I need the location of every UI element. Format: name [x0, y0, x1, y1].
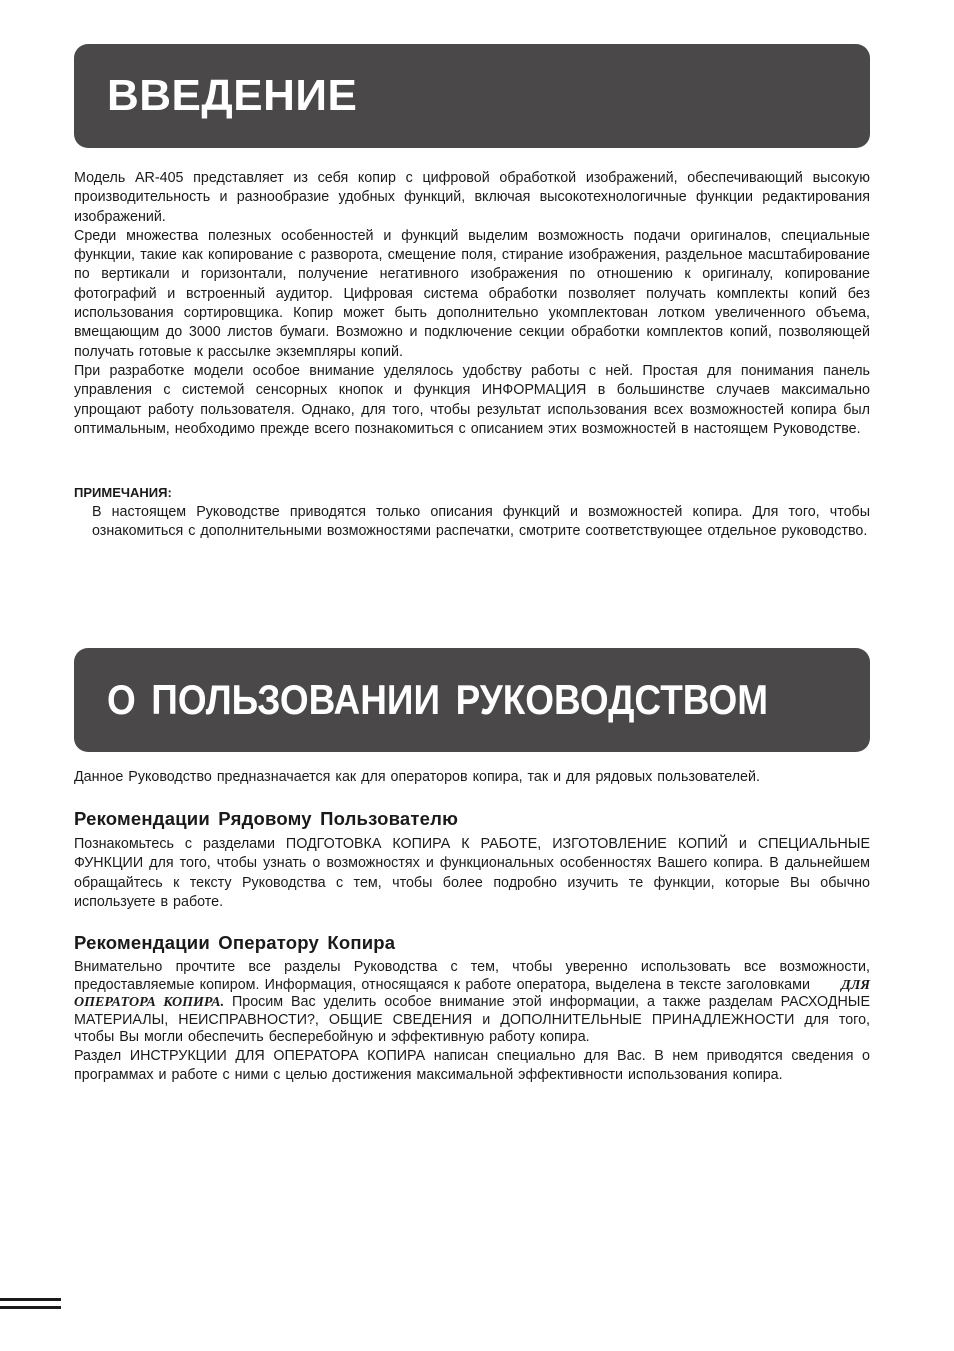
operator-recommendations-text: [74, 959, 870, 1047]
using-manual-intro: [74, 768, 870, 787]
operator-recommendations-heading: Рекомендации Оператору Копира: [74, 932, 396, 953]
operator-text-part-a: Внимательно прочтите все разделы Руководства с тем, чтобы уверенно использовать все возможности, предоставляемые копиром. Информация, относящаяся к работе оператора, выделена в тексте заголовками: [74, 959, 870, 993]
note-item-1: В настоящем Руководстве приводятся только описания функций и возможностей копира. Для того, чтобы ознакомиться с дополнительными возможностями распечатки, смотрите соответствующее отдельное руководство.: [92, 504, 870, 540]
notes-block: [74, 484, 870, 542]
section-banner-using-manual: [74, 648, 870, 752]
footer-rule-top: [0, 1298, 61, 1301]
operator-section-marker: ДЛЯ ОПЕРАТОРА КОПИРА.: [74, 977, 870, 1011]
intro-paragraph-3: При разработке модели особое внимание уделялось удобству работы с ней. Простая для понимания панель управления с системой сенсорных кнопок и функция ИНФОРМАЦИЯ в большинстве случаев максимально упрощают работу пользователя. Однако, для того, чтобы результат использования всех возможностей копира был оптимальным, необходимо прежде всего познакомиться с описанием этих возможностей в настоящем Руководстве.: [74, 362, 870, 437]
intro-paragraph-2: Среди множества полезных особенностей и функций выделим возможность подачи оригиналов, специальные функции, такие как копирование с разворота, смещение поля, стирание изображения, раздельное масштабирование по вертикали и горизонтали, получение негативного изображения по отношению к оригиналу, копирование фотографий и встроенный аудитор. Цифровая система обработки позволяет получать комплекты копий без использования сортировщика. Копир может быть дополнительно укомплектован лотком увеличенного объема, вмещающим до 3000 листов бумаги. Возможно и подключение секции обработки комплектов копий, позволяющей получать готовые к рассылке экземпляры копий.: [74, 227, 870, 360]
operator-text-part-b: Просим Вас уделить особое внимание этой информации, а также разделам РАСХОДНЫЕ МАТЕРИАЛЫ, НЕИСПРАВНОСТИ?, ОБЩИЕ СВЕДЕНИЯ и ДОПОЛНИТЕЛЬНЫЕ ПРИНАДЛЕЖНОСТИ для того, чтобы Вы могли обеспечить бесперебойную и эффективную работу копира.: [74, 994, 870, 1046]
using-manual-intro-text: Данное Руководство предназначается как для операторов копира, так и для рядовых пользователей.: [74, 769, 760, 785]
footer-rule-bottom: [0, 1306, 61, 1309]
introduction-body: [74, 169, 870, 439]
notes-heading: ПРИМЕЧАНИЯ:: [74, 485, 172, 500]
user-recommendations-heading: Рекомендации Рядовому Пользователю: [74, 808, 459, 829]
user-recommendations: [74, 808, 870, 912]
operator-instructions-text: Раздел ИНСТРУКЦИИ ДЛЯ ОПЕРАТОРА КОПИРА написан специально для Вас. В нем приводятся сведения о программах и работе с ними с целью достижения максимальной эффективности использования копира.: [74, 1047, 870, 1083]
intro-paragraph-1: Модель AR-405 представляет из себя копир с цифровой обработкой изображений, обеспечивающий высокую производительность и разнообразие удобных функций, включая высокотехнологичные функции редактирования изображений.: [74, 170, 870, 225]
user-recommendations-text: Познакомьтесь с разделами ПОДГОТОВКА КОПИРА К РАБОТЕ, ИЗГОТОВЛЕНИЕ КОПИЙ и СПЕЦИАЛЬНЫЕ ФУНКЦИИ для того, чтобы узнать о возможностях и функциональных особенностях Вашего копира. В дальнейшем обращайтесь к тексту Руководства с тем, чтобы более подробно изучить те функции, которые Вы обычно используете в работе.: [74, 836, 870, 910]
section-title-using-manual: О ПОЛЬЗОВАНИИ РУКОВОДСТВОМ: [107, 676, 769, 723]
section-banner-introduction: [74, 44, 870, 148]
section-title-introduction: ВВЕДЕНИЕ: [107, 71, 358, 120]
operator-recommendations: [74, 932, 870, 1084]
